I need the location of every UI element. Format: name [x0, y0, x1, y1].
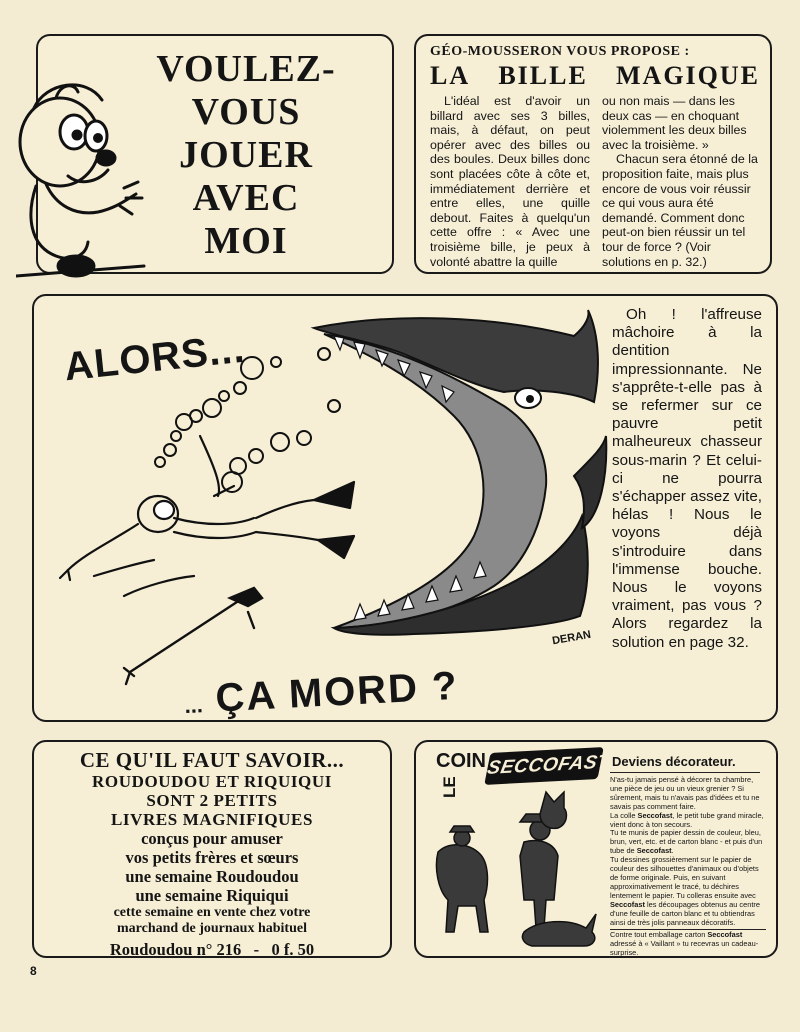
paper-cutouts-illustration — [428, 782, 604, 952]
seccofast-text: Contre tout emballage carton — [610, 930, 708, 940]
jouer-line: JOUER — [179, 134, 313, 176]
shark-text — [612, 306, 762, 652]
savoir-content — [34, 748, 390, 961]
seccofast-brand-inline: Seccofast — [610, 899, 645, 909]
jouer-line: VOUS — [191, 91, 301, 133]
seccofast-brand-inline: Seccofast — [637, 810, 673, 820]
seccofast-text: La colle — [610, 810, 638, 820]
seccofast-heading: Deviens décorateur. — [612, 754, 736, 769]
bille-title-word: BILLE — [498, 61, 588, 90]
savoir-line: conçus pour amuser — [141, 829, 283, 848]
jouer-line: VOULEZ- — [156, 48, 336, 90]
savoir-footer-name: Roudoudou n° 216 — [109, 940, 242, 959]
savoir-line: marchand de journaux habituel — [117, 921, 307, 936]
seccofast-brand-inline: Seccofast — [636, 846, 672, 856]
bille-paragraph: L'idéal est d'avoir un billard avec ses 3 billes, mais, à défaut, on peut opérer avec des billes ou des boules. Deux billes donc sont placées côte à côte et, immédiatement derrière et entre elles, une quille debout. Faites à quelqu'un cette offre : « Avec une troisième bille, je peux à volonté abattre la quille — [430, 94, 590, 269]
jouer-box — [36, 34, 394, 274]
savoir-line: une semaine Roudoudou — [125, 867, 299, 886]
shark-paragraph: Oh ! l'affreuse mâchoire à la dentition impressionnante. Ne s'apprête-t-elle pas à se refermer sur ce pauvre petit malheureux chasseur sous-marin ? Et celui-ci ne pourra s'échapper assez vite, hélas ! Nous le voyons déjà s'introduire dans l'immense bouche. Nous le voyons vraiment, pas vous ? Alors regardez la solution en page 32. — [612, 306, 762, 651]
shark-box — [32, 294, 778, 722]
coin-le-label: LE — [440, 776, 459, 798]
seccofast-brand-inline: Seccofast — [707, 930, 743, 940]
savoir-line: ROUDOUDOU ET RIQUIQUI — [92, 772, 332, 791]
savoir-line: LIVRES MAGNIFIQUES — [110, 810, 314, 829]
seccofast-text: . — [671, 846, 674, 856]
coin-label: COIN — [436, 750, 486, 772]
seccofast-logo: SECCOFAST — [484, 747, 604, 785]
seccofast-rule — [610, 772, 760, 773]
seccofast-paragraph — [610, 829, 766, 856]
bille-column-right — [602, 94, 762, 269]
bille-title-word: MAGIQUE — [616, 61, 760, 90]
savoir-footer — [34, 939, 390, 961]
caption-dots: ... — [183, 692, 204, 719]
savoir-footer-sep: - — [253, 940, 260, 959]
savoir-box — [32, 740, 392, 958]
savoir-title: CE QU'IL FAUT SAVOIR... — [79, 748, 345, 772]
seccofast-text: les découpages obtenus au centre d'une feuille de carton blanc et tu obtiendras ainsi de très jolis panneaux décoratifs. — [610, 899, 760, 927]
seccofast-paragraph: N'as-tu jamais pensé à décorer ta chambre, une pièce de jeu ou un vieux grenier ? Si sûrement, mais tu n'avais pas d'idées et tu ne savais pas comment faire. — [610, 775, 760, 811]
seccofast-text: adressé à « Vaillant » tu recevras un cadeau-surprise. — [610, 939, 759, 958]
savoir-line: cette semaine en vente chez votre — [113, 905, 311, 920]
bille-column-left — [430, 94, 590, 269]
seccofast-body — [610, 776, 766, 958]
savoir-line: SONT 2 PETITS — [146, 791, 278, 810]
bille-paragraph: ou non mais — dans les deux cas — en choquant violemment les deux billes avec la troisième. » — [602, 94, 747, 152]
seccofast-text: Tu dessines grossièrement sur le papier de couleur des silhouettes d'animaux ou d'objets de forme originale. Puis, en suivant approximativement le tracé, tu déchires lentement le papier. Tu colleras ensuite avec — [610, 855, 759, 900]
bille-title-word: LA — [430, 61, 471, 90]
bille-kicker: GÉO-MOUSSERON VOUS PROPOSE : — [430, 44, 690, 59]
seccofast-text: , le petit tube grand miracle, vient donc à ton secours. — [610, 810, 764, 829]
bille-title — [430, 61, 760, 91]
seccofast-note — [610, 929, 766, 958]
bille-paragraph: Chacun sera étonné de la proposition faite, mais plus encore de vous voir réussir ce qui vous aura été demandé. Comment donc peut-on bien réussir un tel tour de force ? (Voir solutions en p. 32.) — [602, 152, 758, 269]
jouer-line: AVEC — [192, 177, 300, 219]
seccofast-paragraph — [610, 856, 766, 927]
jouer-line: MOI — [204, 220, 288, 262]
savoir-footer-price: 0 f. 50 — [271, 940, 315, 959]
seccofast-paragraph — [610, 812, 766, 830]
bille-box — [414, 34, 772, 274]
seccofast-box — [414, 740, 778, 958]
savoir-line: une semaine Riquiqui — [135, 886, 289, 905]
jouer-title — [106, 48, 386, 263]
seccofast-text: Tu te munis de papier dessin de couleur, bleu, brun, vert, etc. et de carton blanc - et puis d'un tube de — [610, 828, 763, 856]
caption-alors: ALORS... — [62, 326, 248, 390]
artist-signature: DERAN — [551, 628, 592, 648]
savoir-line: vos petits frères et sœurs — [125, 848, 299, 867]
page-number: 8 — [30, 964, 37, 978]
caption-mord-text: ÇA MORD ? — [214, 663, 460, 721]
